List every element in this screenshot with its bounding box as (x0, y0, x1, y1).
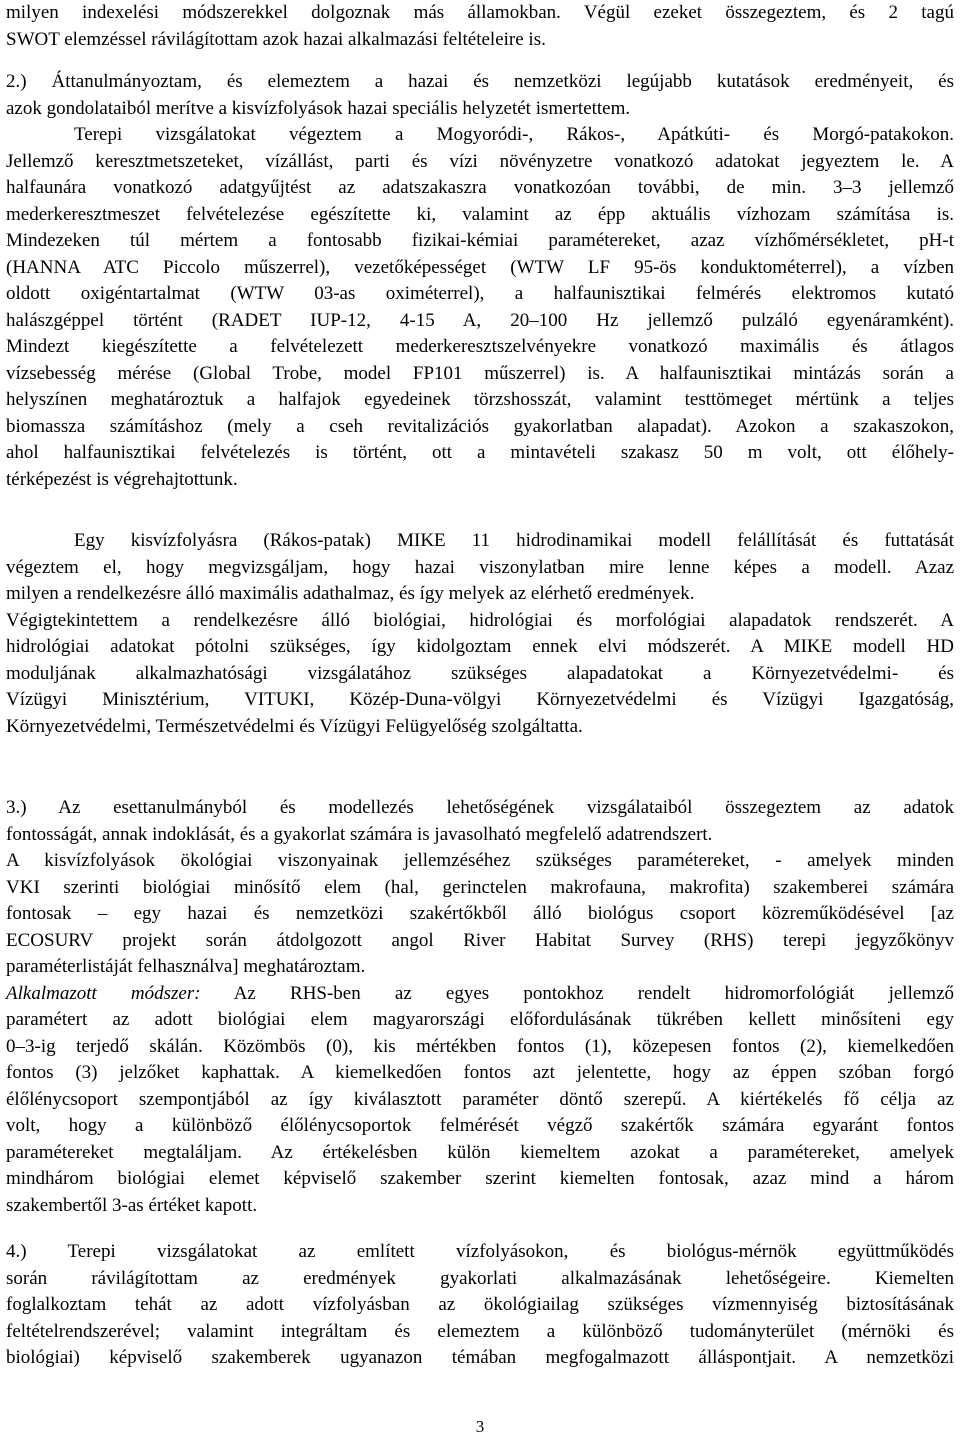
paragraph-1 (6, 0, 954, 53)
paragraph-6 (6, 1239, 954, 1372)
text-line: végeztem el, hogy megvizsgáljam, hogy hazai viszonylatban mire lenne képes a modell. Azaz (6, 556, 954, 578)
paragraph-3 (6, 528, 954, 740)
text-line (6, 981, 954, 1008)
text-line: 3.) Az esettanulmányból és modellezés lehetőségének vizsgálataiból összegeztem az adatok (6, 797, 954, 818)
text-line: A kisvízfolyások ökológiai viszonyainak jellemzéséhez szükséges paramétereket, - amelyek minden (6, 850, 954, 871)
text-line: fontosságát, annak indoklását, és a gyakorlat számára is javasolható megfelelő adatrendszert. (6, 823, 713, 845)
text-line: mederkeresztmeszet felvételezése egészítette ki, valamint az épp aktuális vízhozam számítása is. (6, 203, 954, 225)
text-line: Egy kisvízfolyásra (Rákos-patak) MIKE 11 hidrodinamikai modell felállítását és futtatását (74, 530, 954, 551)
text-line: ECOSURV projekt során átdolgozott angol River Habitat Survey (RHS) terepi jegyzőkönyv (6, 929, 954, 951)
text-line: Mindezt kiegészítette a felvételezett mederkeresztszelvényekre vonatkozó maximális és átlagos (6, 336, 954, 357)
text-line: Környezetvédelmi, Természetvédelmi és Vízügyi Felügyelőség szolgáltatta. (6, 715, 583, 737)
paragraph-2 (6, 69, 954, 493)
text-line: Vízügyi Minisztérium, VITUKI, Közép-Duna-völgyi Környezetvédelmi és Vízügyi Igazgatóság, (6, 689, 954, 710)
text-line: paramétereket megtaláljam. Az értékelésben külön kiemeltem azokat a paramétereket, amelyek (6, 1141, 954, 1163)
text-line: azok gondolataiból merítve a kisvízfolyások hazai speciális helyzetét ismertettem. (6, 97, 631, 119)
document-page (6, 0, 954, 1372)
page-number: 3 (475, 1417, 485, 1436)
text-line: oldott oxigéntartalmat (WTW 03-as oximéterrel), a halfaunisztikai felmérés elektromos kutató (6, 283, 954, 304)
text-line: paraméterlistáját felhasználva] meghatároztam. (6, 956, 366, 977)
text-line: hidrológiai adatokat pótolni szükséges, így kidolgoztam ennek elvi módszerét. A MIKE modell HD (6, 636, 954, 657)
text-line: ahol halfaunisztikai felvételezés is történt, ott a mintavételi szakasz 50 m volt, ott élőhely- (6, 442, 954, 463)
text-line: biomassza számításhoz (mely a cseh revitalizációs gyakorlatban alapadat). Azokon a szakaszokon, (6, 415, 954, 437)
text-line: paramétert az adott biológiai elem magyarországi előfordulásának tükrében kellett minősíteni egy (6, 1009, 954, 1030)
text-line: Terepi vizsgálatokat végeztem a Mogyoródi-, Rákos-, Apátkúti- és Morgó-patakokon. (74, 124, 954, 145)
text-line: élőlénycsoport szempontjából az így kiválasztott paraméter döntő szerepű. A kiértékelés fő célja az (6, 1088, 954, 1110)
text-line: során rávilágítottam az eredmények gyakorlati alkalmazásának lehetőségeire. Kiemelten (6, 1267, 954, 1289)
text-line: Végigtekintettem a rendelkezésre álló biológiai, hidrológiai és morfológiai alapadatok rendszerét. A (6, 609, 954, 631)
text-line: biológiai) képviselő szakemberek ugyanazon témában megfogalmazott álláspontjait. A nemzetközi (6, 1347, 954, 1368)
text-line: (HANNA ATC Piccolo műszerrel), vezetőképességet (WTW LF 95-ös konduktométerrel), a vízben (6, 256, 954, 278)
text-line: 4.) Terepi vizsgálatokat az említett vízfolyásokon, és biológus-mérnök együttműködés (6, 1241, 954, 1262)
text-line: Jellemző keresztmetszeteket, vízállást, parti és vízi növényzetre vonatkozó adatokat jegyeztem le. A (6, 150, 954, 172)
text-line: helyszínen meghatároztuk a halfajok egyedeinek törzshosszát, valamint testtömeget mértünk a teljes (6, 389, 954, 410)
text-line: fontos (3) jelzőket kaphattak. A kiemelkedően fontos azt jelentette, hogy az éppen szóban forgó (6, 1062, 954, 1083)
text-line: szakembertől 3-as értéket kapott. (6, 1194, 258, 1216)
text-line: milyen a rendelkezésre álló maximális adathalmaz, és így melyek az elérhető eredmények. (6, 583, 695, 604)
paragraph-4 (6, 795, 954, 981)
text-line: VKI szerinti biológiai minősítő elem (hal, gerinctelen makrofauna, makrofita) szakemberei számára (6, 876, 954, 898)
text-line: 0–3-ig terjedő skálán. Közömbös (0), kis mértékben fontos (1), közepesen fontos (2), kiemelkedően (6, 1035, 954, 1057)
text-line: milyen indexelési módszerekkel dolgoznak más államokban. Végül ezeket összegeztem, és 2 tagú (6, 2, 954, 23)
text-line: foglalkoztam tehát az adott vízfolyásban az ökológiailag szükséges vízmennyiség biztosításának (6, 1294, 954, 1315)
method-text: Az RHS-ben az egyes pontokhoz rendelt hidromorfológiát jellemző (200, 982, 954, 1004)
paragraph-5 (6, 981, 954, 1220)
text-line: moduljának alkalmazhatósági vizsgálatához szükséges alapadatokat a Környezetvédelmi- és (6, 662, 954, 684)
text-line: térképezést is végrehajtottunk. (6, 468, 238, 490)
text-line: vízsebesség mérése (Global Trobe, model FP101 műszerrel) is. A halfaunisztikai mintázás során a (6, 362, 954, 384)
text-line: SWOT elemzéssel rávilágítottam azok hazai alkalmazási feltételeire is. (6, 28, 546, 50)
text-line: mindhárom biológiai elemet képviselő szakember szerint kiemelten fontosak, azaz mind a három (6, 1168, 954, 1189)
text-line: volt, hogy a különböző élőlénycsoportok felmérését végző szakértők számára egyaránt fontos (6, 1115, 954, 1136)
text-line: halfaunára vonatkozó adatgyűjtést az adatszakaszra vonatkozóan további, de min. 3–3 jellemző (6, 177, 954, 198)
text-line: halászgéppel történt (RADET IUP-12, 4-15 A, 20–100 Hz jellemző pulzáló egyenáramként). (6, 309, 954, 331)
text-line: fontosak – egy hazai és nemzetközi szakértőkből álló biológus csoport közreműködésével [az (6, 903, 954, 924)
text-line: 2.) Áttanulmányoztam, és elemeztem a hazai és nemzetközi legújabb kutatások eredményeit, és (6, 71, 954, 92)
text-line: feltételrendszerével; valamint integráltam és elemeztem a különböző tudományterület (mérnöki és (6, 1320, 954, 1342)
text-line: Mindezeken túl mértem a fontosabb fizikai-kémiai paramétereket, azaz vízhőmérsékletet, pH-t (6, 230, 954, 251)
method-label: Alkalmazott módszer: (6, 982, 201, 1004)
